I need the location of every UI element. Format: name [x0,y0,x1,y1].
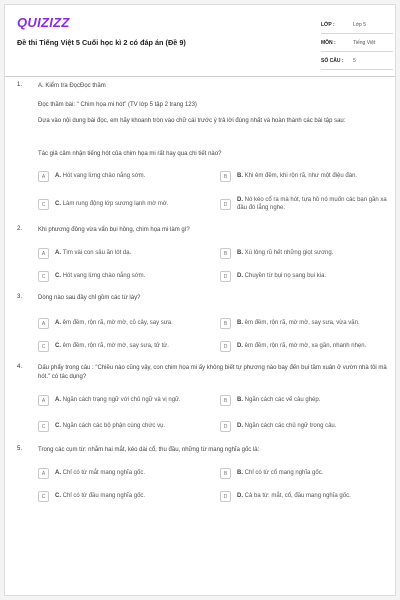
option-text: êm đềm, rộn rã, mờ mờ, xa gần, nhanh nhẹn. [244,343,367,349]
page-title: Đề thi Tiếng Việt 5 Cuối học kì 2 có đáp án (Đề 9) [17,38,186,47]
option-letter: C [38,199,49,210]
option-label: D. [237,343,243,349]
option-a[interactable] [38,469,208,479]
option-text: Chuyền từ bụi nọ sang bụi kia. [244,273,327,279]
option-label: B. [237,320,243,326]
option-a[interactable] [38,172,208,182]
option-label: D. [237,197,243,203]
option-label: A. [55,397,61,403]
option-letter: B [220,248,231,259]
option-c[interactable] [38,422,208,432]
option-d[interactable] [220,342,390,352]
option-letter: A [38,468,49,479]
option-letter: D [220,341,231,352]
question-text: Dấu phẩy trong câu : "Chiều nào cũng vậy, con chim họa mi ấy không biết tự phương nào bay đến bụi tầm xuân ở vườn nhà tôi mà hót." có tác dụng? [38,365,387,380]
option-a[interactable] [38,396,208,406]
question-number: 5. [17,446,23,452]
option-letter: D [220,271,231,282]
option-text: Cả ba từ: mắt, cổ, đầu mang nghĩa gốc. [244,493,351,499]
question-number: 3. [17,294,23,300]
option-text: Ngăn cách các chủ ngữ trong câu. [244,423,337,429]
option-text: Khi êm đềm, khi rộn rã, như một điệu đàn. [244,173,358,179]
option-text: Xù lông rũ hết những giọt sương. [244,250,334,256]
intro-line: Đọc thầm bài: " Chim họa mi hót" (TV lớp 5 tập 2 trang 123) [38,102,197,108]
meta-row-subject [321,34,393,52]
option-letter: B [220,468,231,479]
option-text: êm đềm, rộn rã, mờ mờ, say sưa, vừa vặn. [244,320,360,326]
meta-value: 5 [353,57,356,64]
option-label: B. [237,470,243,476]
option-a[interactable] [38,249,208,259]
option-text: êm đềm, rộn rã, mờ mờ, cỏ cây, say sưa. [62,320,173,326]
option-letter: A [38,248,49,259]
meta-value: Tiếng Việt [353,39,376,46]
option-letter: C [38,341,49,352]
option-c[interactable] [38,200,208,210]
meta-key: SỐ CÂU : [321,57,344,64]
question-text: Khi phương đông vừa vẩn bụi hồng, chim họa mi làm gì? [38,227,190,233]
option-letter: C [38,491,49,502]
worksheet-page [4,4,396,596]
option-letter: C [38,271,49,282]
option-text: Chỉ có từ cổ mang nghĩa gốc. [244,470,324,476]
option-text: Chỉ có từ đầu mang nghĩa gốc. [62,493,146,499]
header-divider [5,76,395,77]
option-label: C. [55,493,61,499]
option-letter: B [220,395,231,406]
question-number: 1. [17,82,23,88]
option-b[interactable] [220,172,390,182]
option-letter: C [38,421,49,432]
option-d[interactable] [220,492,390,502]
option-letter: D [220,491,231,502]
question-text: Tác giả cảm nhận tiếng hót của chim họa mi rất hay qua chi tiết nào? [38,151,222,157]
meta-key: MÔN : [321,39,336,46]
option-label: B. [237,173,243,179]
option-label: B. [237,250,243,256]
option-b[interactable] [220,469,390,479]
option-label: C. [55,273,61,279]
option-label: B. [237,397,243,403]
option-d[interactable] [220,422,390,432]
option-label: D. [237,423,243,429]
option-label: C. [55,343,61,349]
option-label: C. [55,423,61,429]
meta-key: LỚP : [321,21,335,28]
option-text: Tìm vài con sâu ăn lót dạ. [62,250,132,256]
option-b[interactable] [220,396,390,406]
meta-box [321,16,393,70]
option-text: êm đềm, rộn rã, mờ mờ, say sưa, tử từ. [62,343,169,349]
intro-line: A. Kiểm tra ĐọcĐọc thầm [38,83,106,89]
option-letter: A [38,395,49,406]
option-d[interactable] [220,272,390,282]
option-text: Ngăn cách trạng ngữ với chủ ngữ và vị ngữ. [62,397,181,403]
option-b[interactable] [220,249,390,259]
question-number: 4. [17,364,23,370]
option-d[interactable] [220,196,388,212]
option-label: D. [237,273,243,279]
meta-row-class [321,16,393,34]
option-label: C. [55,201,61,207]
quizizz-logo: QUIZIZZ [17,15,70,30]
option-c[interactable] [38,342,208,352]
meta-value: Lớp 5 [353,21,367,28]
question-number: 2. [17,226,23,232]
option-text: Nó kéo cổ ra mà hót, tựa hồ nó muốn các bạn gần xa đâu đó lắng nghe. [237,197,387,211]
option-label: A. [55,250,61,256]
option-text: Làm rung động lớp sương lạnh mờ mờ. [62,201,169,207]
option-letter: B [220,318,231,329]
option-text: Ngăn cách các bộ phận cùng chức vụ. [62,423,166,429]
option-letter: D [220,199,231,210]
option-letter: B [220,171,231,182]
option-text: Hót vang lừng chào nắng sớm. [62,273,146,279]
option-text: Ngăn cách các vế câu ghép. [244,397,321,403]
option-label: A. [55,173,61,179]
option-a[interactable] [38,319,208,329]
option-label: D. [237,493,243,499]
option-letter: D [220,421,231,432]
intro-line: Dựa vào nội dung bài đọc, em hãy khoanh tròn vào chữ cái trước ý trả lời đúng nhất và hoàn thành các bài tập sau: [38,118,346,124]
option-label: A. [55,470,61,476]
option-c[interactable] [38,272,208,282]
question-text: Dòng nào sau đây chỉ gồm các từ láy? [38,295,141,301]
option-letter: A [38,171,49,182]
option-label: A. [55,320,61,326]
option-c[interactable] [38,492,208,502]
question-text: Trong các cụm từ: nhắm hai mắt, kéo dài cổ, thu đầu, những từ mang nghĩa gốc là: [38,447,260,453]
meta-row-count [321,52,393,70]
option-b[interactable] [220,319,390,329]
option-text: Hót vang lừng chào nắng sớm. [62,173,146,179]
option-letter: A [38,318,49,329]
option-text: Chỉ có từ mắt mang nghĩa gốc. [62,470,146,476]
